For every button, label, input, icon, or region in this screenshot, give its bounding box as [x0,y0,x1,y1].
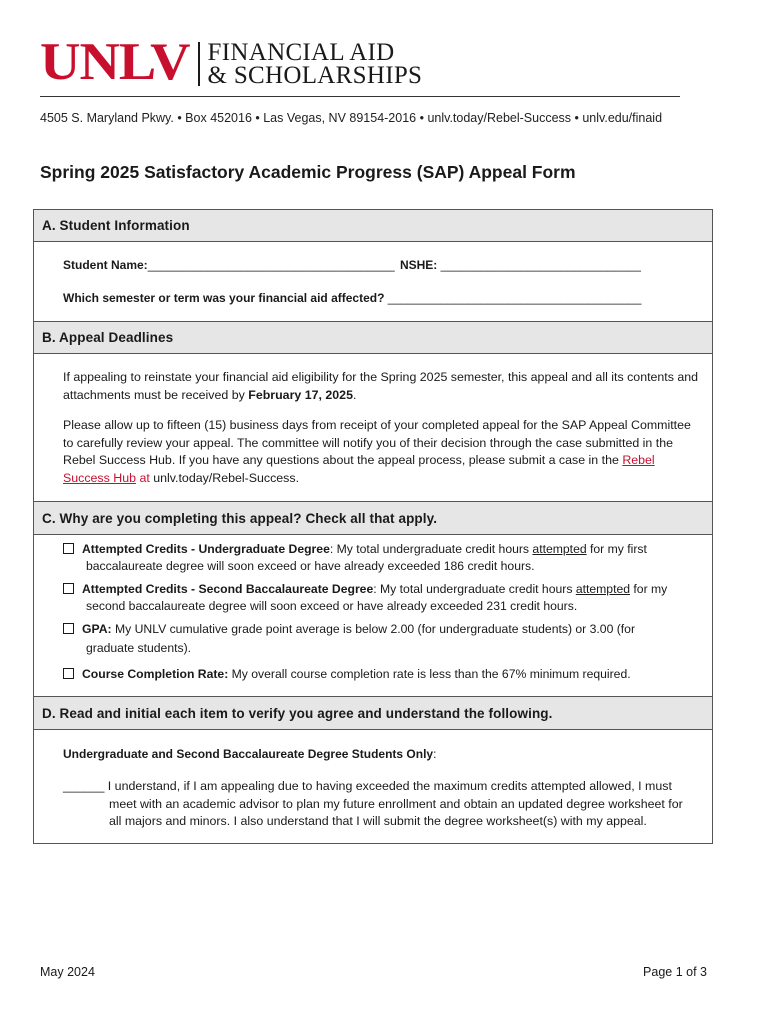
agreement-line-2: meet with an academic advisor to plan my future enrollment and obtain an updated degree worksheet for [109,796,683,811]
reason-text-line2: graduate students). [86,640,192,655]
review-text: Please allow up to fifteen (15) business days from receipt of your completed appeal for the SAP Appeal Committee to carefully review your appeal. The committee will notify you of their decision through the case submitted in the Rebel Success Hub. If you have any questions about the appeal process, please submit a case in the [63,418,691,467]
deadline-text: If appealing to reinstate your financial aid eligibility for the Spring 2025 semester, this appeal and all its contents and attachments must be received by [63,370,699,402]
reason-text: : My total undergraduate credit hours [329,542,533,556]
office-address: 4505 S. Maryland Pkwy. • Box 452016 • Las Vegas, NV 89154-2016 • unlv.today/Rebel-Success • unlv.edu/finaid [40,111,663,125]
checkbox-second-bacc-credits[interactable] [63,583,74,594]
deadline-period: . [352,387,357,402]
reason-item [63,621,703,656]
logo-line-1: FINANCIAL AID [207,39,395,66]
section-c-heading [34,501,712,535]
agreement-line-1: I understand, if I am appealing due to having exceeded the maximum credits attempted allowed, I must [104,779,672,793]
reason-text: My overall course completion rate is less than the 67% minimum required. [228,667,631,681]
section-d-heading [34,696,712,730]
agreement-item [63,778,703,831]
section-c-title: C. Why are you completing this appeal? Check all that apply. [42,510,438,526]
section-b-heading [34,321,712,354]
subheading-text: Undergraduate and Second Baccalaureate Degree Students Only [63,747,434,761]
reason-title: GPA: [82,622,112,636]
section-d-subheading [63,747,436,761]
nshe-field[interactable]: ______________________________ [440,258,641,272]
footer-page-number: Page 1 of 3 [643,965,707,979]
section-a-heading [34,210,712,242]
reason-text-line2: baccalaureate degree will soon exceed or have already exceeded 186 credit hours. [86,558,535,573]
reason-text: : My total undergraduate credit hours [373,582,576,596]
logo-department [208,41,423,87]
logo-line-2: & SCHOLARSHIPS [207,62,423,89]
initial-field[interactable]: ______ [63,779,105,793]
reason-item [63,541,703,574]
reason-title: Attempted Credits - Undergraduate Degree [82,542,330,556]
checkbox-completion-rate[interactable] [63,668,74,679]
rebel-success-hub-link[interactable]: Rebel Success Hub [63,453,655,485]
subheading-colon: : [433,747,437,761]
reason-item [63,666,703,683]
semester-row [63,291,641,305]
reason-text-line2: second baccalaureate degree will soon exceed or have already exceeded 231 credit hours. [86,598,578,613]
reason-text: My UNLV cumulative grade point average is below 2.00 (for undergraduate students) or 3.00 (for [111,622,636,636]
reason-title: Course Completion Rate: [82,667,229,681]
logo-wordmark: UNLV [40,32,190,92]
logo-divider [198,42,200,86]
reason-item [63,581,703,614]
footer-date: May 2024 [40,965,95,979]
section-b-title: B. Appeal Deadlines [42,330,174,345]
review-paragraph [63,417,703,487]
review-url: unlv.today/Rebel-Success. [149,470,300,485]
link-at: at [136,470,150,485]
reason-text-end: for my [630,582,668,596]
checkbox-undergrad-credits[interactable] [63,543,74,554]
reason-title: Attempted Credits - Second Baccalaureate Degree [82,582,374,596]
semester-label: Which semester or term was your financial aid affected? [63,291,385,305]
unlv-financial-aid-logo [40,32,423,92]
section-d-title: D. Read and initial each item to verify you agree and understand the following. [42,705,553,721]
student-name-label: Student Name: [63,258,148,272]
deadline-date: February 17, 2025 [248,387,353,402]
reason-text-end: for my first [586,542,647,556]
student-name-row [63,258,641,272]
form-container [33,209,713,844]
nshe-label: NSHE: [399,258,438,272]
form-title: Spring 2025 Satisfactory Academic Progress (SAP) Appeal Form [40,162,576,182]
deadline-paragraph [63,369,703,404]
header-divider [40,96,680,97]
checkbox-gpa[interactable] [63,623,74,634]
reason-underlined: attempted [532,542,587,556]
semester-field[interactable]: ______________________________________ [387,291,642,305]
agreement-line-3: all majors and minors. I also understand that I will submit the degree worksheet(s) with my appeal. [109,814,647,829]
reason-underlined: attempted [575,582,631,596]
student-name-field[interactable]: _____________________________________ [147,258,395,272]
section-a-title: A. Student Information [42,218,190,233]
